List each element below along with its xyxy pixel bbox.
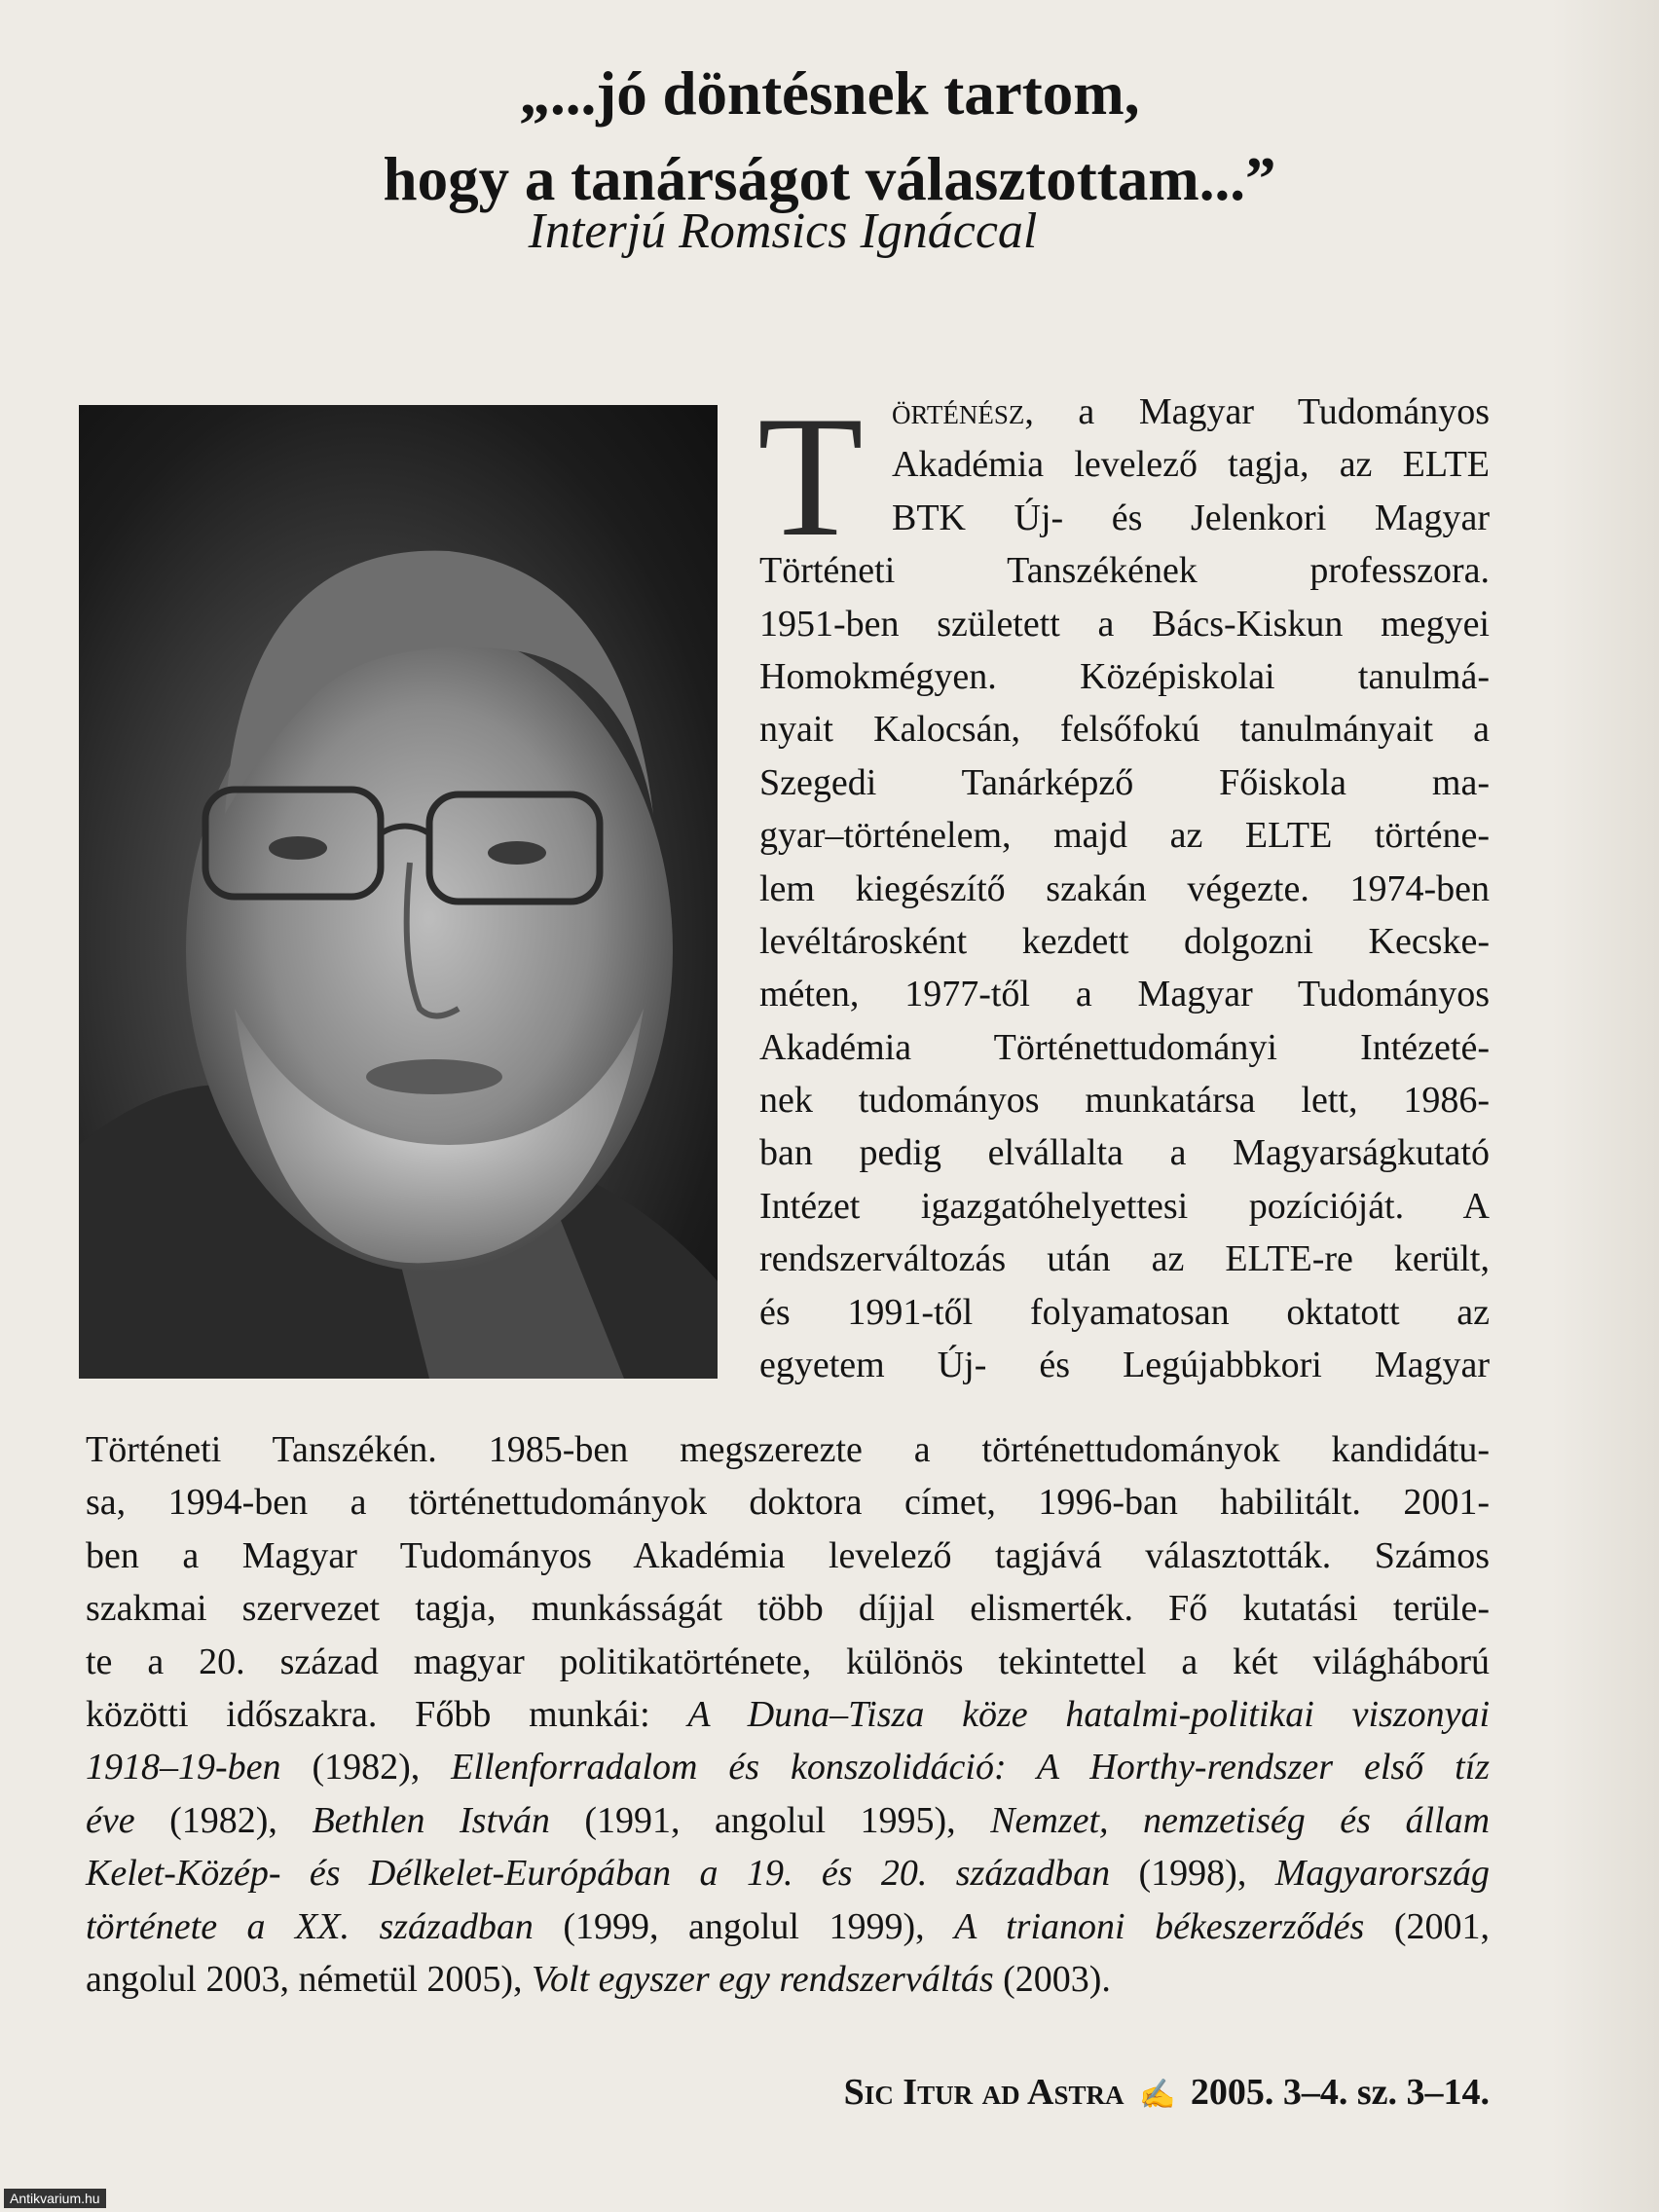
bio-line-4: szakmai szervezet tagja, munkásságát több díjjal elismerték. Fő kutatási terüle- bbox=[86, 1588, 1490, 1630]
citation: 2005. 3–4. sz. 3–14. bbox=[1190, 2072, 1490, 2113]
intro-line-18: és 1991-től folyamatosan oktatott az bbox=[759, 1291, 1490, 1333]
bio-line-9: Kelet-Közép- és Délkelet-Európában a 19. és 20. században (1998), Magyarország bbox=[86, 1853, 1490, 1895]
intro-line-9: gyar–történelem, majd az ELTE történe- bbox=[759, 815, 1490, 857]
book-title: Magyarország bbox=[1274, 1853, 1490, 1895]
bio-paragraph-continued bbox=[86, 1423, 1490, 2006]
intro-line-7: nyait Kalocsán, felsőfokú tanulmányait a bbox=[759, 709, 1490, 751]
bio-line-8: éve (1982), Bethlen István (1991, angolul 1995), Nemzet, nemzetiség és állam bbox=[86, 1799, 1491, 1841]
pen-icon: ✍ bbox=[1138, 2079, 1176, 2111]
book-title: A trianoni békeszerződés bbox=[954, 1905, 1365, 1947]
intro-line-1: örténész, a Magyar Tudományos bbox=[892, 391, 1490, 432]
bio-line-11: angolul 2003, németül 2005), Volt egyszer egy rendszerváltás (2003). bbox=[86, 1958, 1111, 2000]
intro-line-15: ban pedig elvállalta a Magyarságkutató bbox=[759, 1132, 1490, 1174]
bio-line-1: Történeti Tanszékén. 1985-ben megszerezte a történettudományok kandidátu- bbox=[86, 1429, 1490, 1470]
watermark: Antikvarium.hu bbox=[4, 2189, 106, 2208]
book-title: Kelet-Közép- és Délkelet-Európában a 19. és 20. században bbox=[86, 1853, 1111, 1895]
portrait-photo bbox=[79, 405, 718, 1379]
intro-line-5: 1951-ben született a Bács-Kiskun megyei bbox=[759, 603, 1490, 645]
intro-line-11: levéltárosként kezdett dolgozni Kecske- bbox=[759, 920, 1490, 962]
intro-line-13: Akadémia Történettudományi Intézeté- bbox=[759, 1026, 1490, 1068]
intro-line-14: nek tudományos munkatársa lett, 1986- bbox=[759, 1080, 1490, 1122]
book-title: Nemzet, nemzetiség és állam bbox=[990, 1799, 1491, 1841]
intro-line-16: Intézet igazgatóhelyettesi pozícióját. A bbox=[759, 1185, 1490, 1227]
article-title bbox=[0, 51, 1659, 222]
drop-cap: T bbox=[757, 380, 864, 572]
adjacent-page-edge bbox=[1552, 0, 1659, 2212]
intro-line-12: méten, 1977-től a Magyar Tudományos bbox=[759, 974, 1490, 1015]
intro-line-2: Akadémia levelező tagja, az ELTE bbox=[892, 444, 1490, 486]
book-title: A Duna–Tisza köze hatalmi-politikai viszonyai bbox=[687, 1693, 1490, 1735]
first-word-rest: örténész bbox=[892, 391, 1025, 432]
intro-line-10: lem kiegészítő szakán végezte. 1974-ben bbox=[759, 867, 1490, 909]
portrait-illustration bbox=[79, 405, 718, 1379]
bio-line-10: története a XX. században (1999, angolul 1999), A trianoni békeszerződés (2001, bbox=[86, 1905, 1490, 1947]
bio-line-3: ben a Magyar Tudományos Akadémia levelező tagjává választották. Számos bbox=[86, 1534, 1490, 1576]
bio-line-5: te a 20. század magyar politikatörténete, különös tekintettel a két világháború bbox=[86, 1641, 1490, 1682]
title-line-1: „...jó döntésnek tartom, bbox=[519, 59, 1140, 128]
book-title: 1918–19-ben bbox=[86, 1747, 281, 1788]
intro-line-17: rendszerváltozás után az ELTE-re került, bbox=[759, 1238, 1490, 1280]
bio-line-2: sa, 1994-ben a történettudományok doktora címet, 1996-ban habilitált. 2001- bbox=[86, 1482, 1490, 1524]
bio-line-7: 1918–19-ben (1982), Ellenforradalom és konszolidáció: A Horthy-rendszer első tíz bbox=[86, 1747, 1490, 1788]
book-title: Ellenforradalom és konszolidáció: A Horthy-rendszer első tíz bbox=[451, 1747, 1490, 1788]
intro-line-4: Történeti Tanszékének professzora. bbox=[759, 550, 1490, 592]
journal-name: Sic Itur ad Astra bbox=[843, 2072, 1124, 2113]
article-subtitle: Interjú Romsics Ignáccal bbox=[528, 203, 1038, 259]
bio-line-6: közötti időszakra. Főbb munkái: A Duna–Tisza köze hatalmi-politikai viszonyai bbox=[86, 1693, 1490, 1735]
book-title: éve bbox=[86, 1799, 135, 1841]
book-title: Volt egyszer egy rendszerváltás bbox=[532, 1958, 994, 2000]
intro-line-6: Homokmégyen. Középiskolai tanulmá- bbox=[759, 655, 1490, 697]
book-title: Bethlen István bbox=[312, 1799, 550, 1841]
title-line-2: hogy a tanárságot választottam...” bbox=[383, 145, 1276, 213]
intro-line-3: BTK Új- és Jelenkori Magyar bbox=[892, 497, 1490, 538]
book-title: története a XX. században bbox=[86, 1905, 534, 1947]
intro-line-8: Szegedi Tanárképző Főiskola ma- bbox=[759, 761, 1490, 803]
intro-line-19: egyetem Új- és Legújabbkori Magyar bbox=[759, 1345, 1490, 1386]
journal-footer bbox=[740, 2071, 1490, 2114]
intro-paragraph bbox=[757, 380, 1490, 1391]
